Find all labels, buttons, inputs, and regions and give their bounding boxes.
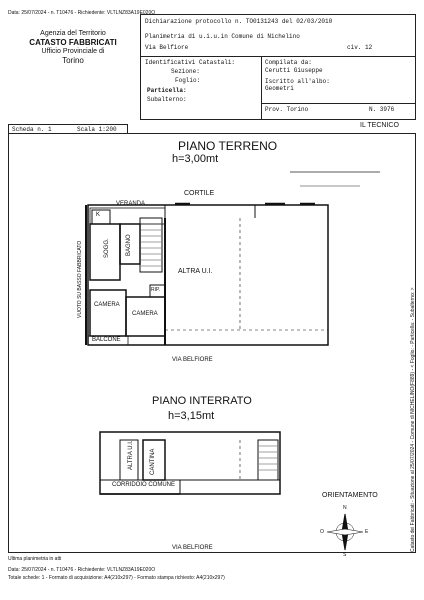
ufficio-city: Torino	[62, 56, 84, 65]
altra-ui-label: ALTRA U.I.	[178, 268, 213, 275]
soggiorno-label: SOGG.	[104, 238, 110, 258]
compass-east: E	[365, 529, 369, 535]
planimetria-line: Planimetria di u.i.u.in Comune di Nichelino	[145, 33, 300, 40]
registration-number: N. 3976	[369, 106, 395, 113]
subalterno-label: Subalterno:	[147, 96, 187, 103]
ident-label: Identificativi Catastali:	[145, 59, 236, 66]
civic-number: civ. 12	[347, 44, 373, 51]
piano-interrato-height: h=3,15mt	[168, 410, 215, 422]
bagno-label: BAGNO	[126, 234, 132, 256]
declaration-line: Dichiarazione protocollo n. TO0131243 del 02/03/2010	[145, 18, 333, 25]
compass-west: O	[320, 529, 324, 535]
compilata-label: Compilata da:	[265, 59, 312, 66]
ufficio-label: Ufficio Provinciale di	[41, 48, 105, 55]
corridoio-label: CORRIDOIO COMUNE	[112, 482, 175, 488]
compass-north: N	[343, 505, 347, 511]
catasto-title: CATASTO FABBRICATI	[29, 38, 117, 47]
veranda-label: VERANDA	[116, 201, 146, 207]
via-belfiore-label-2: VIA BELFIORE	[172, 545, 213, 551]
orientamento-label: ORIENTAMENTO	[322, 492, 378, 499]
agency-name: Agenzia del Territorio	[40, 30, 106, 37]
camera-label-1: CAMERA	[94, 302, 120, 308]
compass-south: S	[343, 552, 347, 558]
iscritto-value: Geometri	[265, 85, 294, 92]
provincia: Prov. Torino	[265, 106, 309, 113]
camera-label-2: CAMERA	[132, 311, 158, 317]
ripostiglio-label: RIP.	[151, 287, 161, 293]
balcone-label: BALCONE	[92, 337, 121, 343]
altra-ui-label-2: ALTRA U.I.	[128, 440, 134, 470]
il-tecnico-label: IL TECNICO	[360, 122, 399, 129]
cantina-label: CANTINA	[150, 448, 156, 475]
foglio-label: Foglio:	[175, 77, 201, 84]
compilata-name: Cerutti Giuseppe	[265, 67, 323, 74]
cortile-label: CORTILE	[184, 190, 215, 197]
particella-label: Particella:	[147, 87, 187, 94]
ultima-planimetria: Ultima planimetria in atti	[8, 556, 62, 562]
scale-label: Scala 1:200	[77, 126, 117, 133]
side-status-text: Catasto dei Fabbricati - Situazione al 25/07/2024 - Comune di NICHELINO(F889) - < Foglio: - Particella: - Subalterno: >	[410, 287, 416, 552]
iscritto-label: Iscritto all'albo:	[265, 78, 330, 85]
vuoto-label: VUOTO SU BASSO FABBRICATO	[77, 240, 83, 318]
kitchen-label: K	[96, 212, 101, 218]
piano-terreno-height: h=3,00mt	[172, 153, 219, 165]
address-line: Via Belfiore	[145, 44, 189, 51]
footer-schede-line: Totale schede: 1 - Formato di acquisizione: A4(210x297) - Formato stampa richiesto: A4(210x297)	[8, 575, 225, 581]
piano-terreno-title: PIANO TERRENO	[178, 139, 278, 153]
scheda-number: Scheda n. 1	[12, 126, 52, 133]
footer-request-line: Data: 25/07/2024 - n. T10476 - Richiedente: VLTLNZ83A19E020O	[8, 567, 156, 573]
piano-interrato-title: PIANO INTERRATO	[152, 395, 252, 407]
via-belfiore-label-1: VIA BELFIORE	[172, 357, 213, 363]
sezione-label: Sezione:	[171, 68, 200, 75]
top-request-line: Data: 25/07/2024 - n. T10476 - Richiedente: VLTLNZ83A19E020O	[8, 10, 156, 16]
